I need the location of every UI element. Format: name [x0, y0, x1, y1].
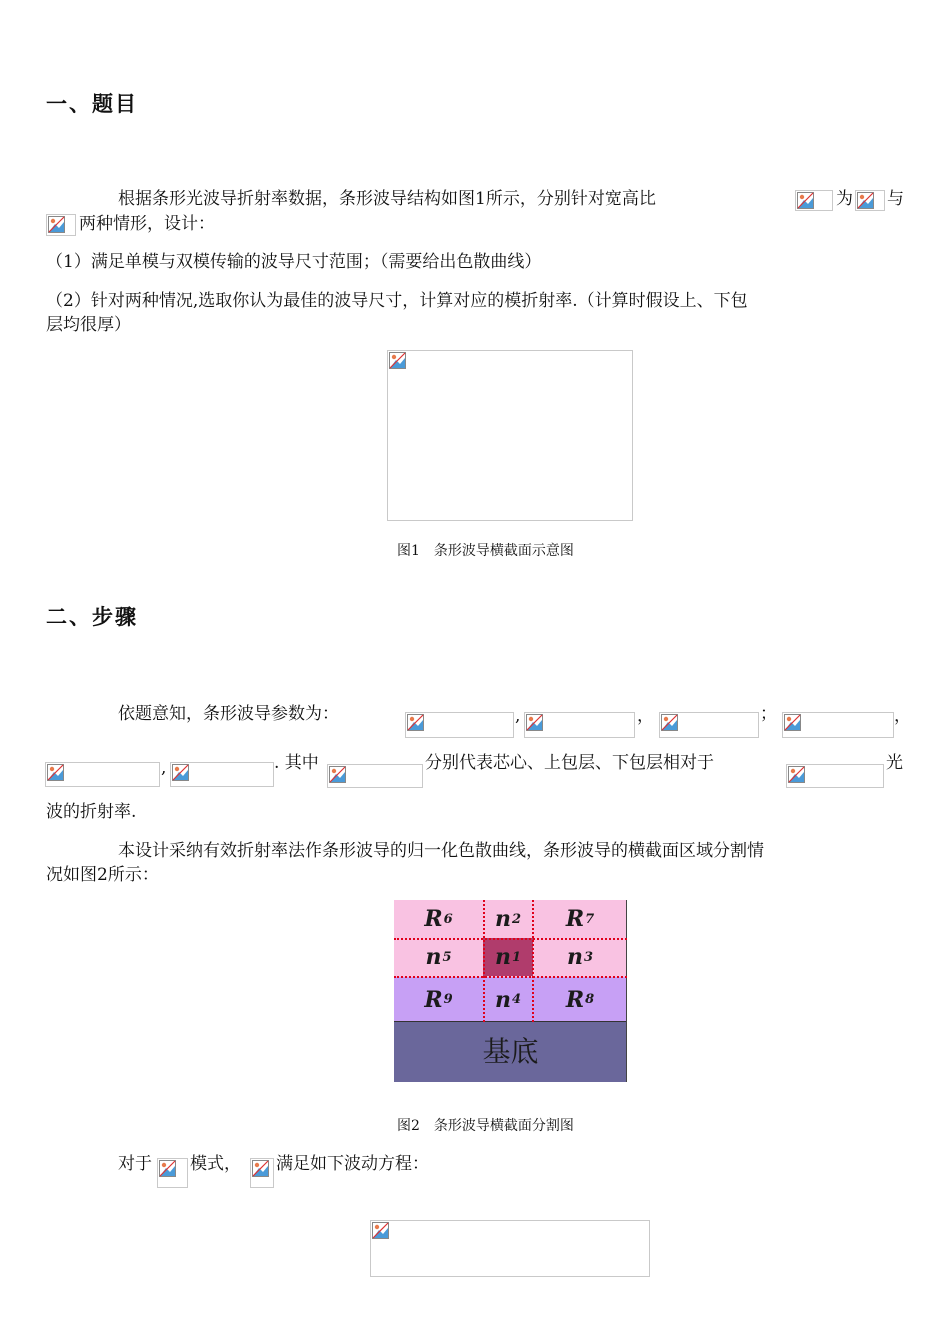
formula-image [855, 190, 885, 211]
s2-para1-text-b: 分别代表芯心、上包层、下包层相对于 [425, 753, 714, 773]
para1-text-c: 与 [887, 189, 904, 209]
separator: ， [637, 706, 654, 726]
broken-image-icon [47, 764, 64, 781]
formula-image [405, 712, 514, 738]
broken-image-icon [857, 192, 874, 209]
separator: , [161, 758, 167, 778]
item-2-line1: （2）针对两种情况,选取你认为最佳的波导尺寸，计算对应的模折射率.（计算时假设上、下包 [46, 291, 748, 311]
s2-para1-end: 波的折射率. [46, 802, 137, 822]
label-r6: R 6 [424, 906, 453, 932]
broken-image-icon [784, 714, 801, 731]
broken-image-icon [389, 352, 406, 369]
formula-image [786, 764, 884, 788]
formula-image [157, 1158, 188, 1188]
broken-image-icon [407, 714, 424, 731]
label-r7: R 7 [565, 906, 595, 932]
figure-2-diagram [394, 900, 627, 1082]
label-n1: n 1 [494, 944, 522, 970]
para1-line1 [118, 187, 656, 212]
broken-image-icon [48, 216, 65, 233]
broken-image-icon [172, 764, 189, 781]
label-n4: n 4 [494, 986, 522, 1013]
s2-para3-text-b: 模式， [190, 1154, 241, 1174]
item-2-line2: 层均很厚） [46, 315, 131, 335]
equation-image [370, 1220, 650, 1277]
para1-text-d: 两种情形，设计： [79, 214, 215, 234]
formula-image [170, 762, 274, 787]
broken-image-icon [372, 1222, 389, 1239]
separator: ； [760, 704, 777, 724]
formula-image [45, 762, 160, 787]
formula-image [327, 764, 423, 788]
formula-image [46, 214, 76, 236]
s2-para1-text-c: 光 [886, 753, 903, 773]
formula-image [795, 190, 833, 211]
s2-para1-text-a: 依题意知，条形波导参数为： [118, 704, 339, 724]
label-n3: n 3 [566, 944, 594, 970]
s2-para1-text-mid: . 其中 [274, 753, 319, 773]
s2-para3-text-c: 满足如下波动方程： [276, 1154, 429, 1174]
figure-1-image [387, 350, 633, 521]
section-heading-2: 二、步骤 [46, 605, 138, 629]
s2-para2-line2: 况如图2所示： [46, 865, 159, 885]
figure-1-caption: 图1 条形波导横截面示意图 [397, 543, 574, 559]
broken-image-icon [329, 766, 346, 783]
label-r9: R 9 [424, 986, 453, 1013]
separator: ， [894, 706, 911, 726]
para1-text-b: 为 [836, 189, 853, 209]
formula-image [659, 712, 759, 738]
item-1: （1）满足单模与双模传输的波导尺寸范围；（需要给出色散曲线） [46, 252, 542, 272]
section-heading-1: 一、题目 [46, 92, 138, 116]
broken-image-icon [788, 766, 805, 783]
label-n5: n 5 [425, 944, 452, 970]
s2-para3-text-a: 对于 [118, 1154, 152, 1174]
broken-image-icon [252, 1160, 269, 1177]
figure-2-caption: 图2 条形波导横截面分割图 [397, 1118, 574, 1134]
broken-image-icon [797, 192, 814, 209]
separator: , [515, 706, 521, 726]
label-substrate: 基底 [482, 1035, 539, 1068]
label-n2: n 2 [494, 906, 522, 932]
broken-image-icon [661, 714, 678, 731]
para1-text-a: 根据条形光波导折射率数据，条形波导结构如图1所示，分别针对宽高比 [118, 189, 656, 209]
s2-para2-line1: 本设计采纳有效折射率法作条形波导的归一化色散曲线，条形波导的横截面区域分割情 [118, 841, 764, 861]
formula-image [782, 712, 894, 738]
formula-image [524, 712, 635, 738]
formula-image [250, 1158, 274, 1188]
broken-image-icon [526, 714, 543, 731]
broken-image-icon [159, 1160, 176, 1177]
label-r8: R 8 [565, 986, 595, 1013]
